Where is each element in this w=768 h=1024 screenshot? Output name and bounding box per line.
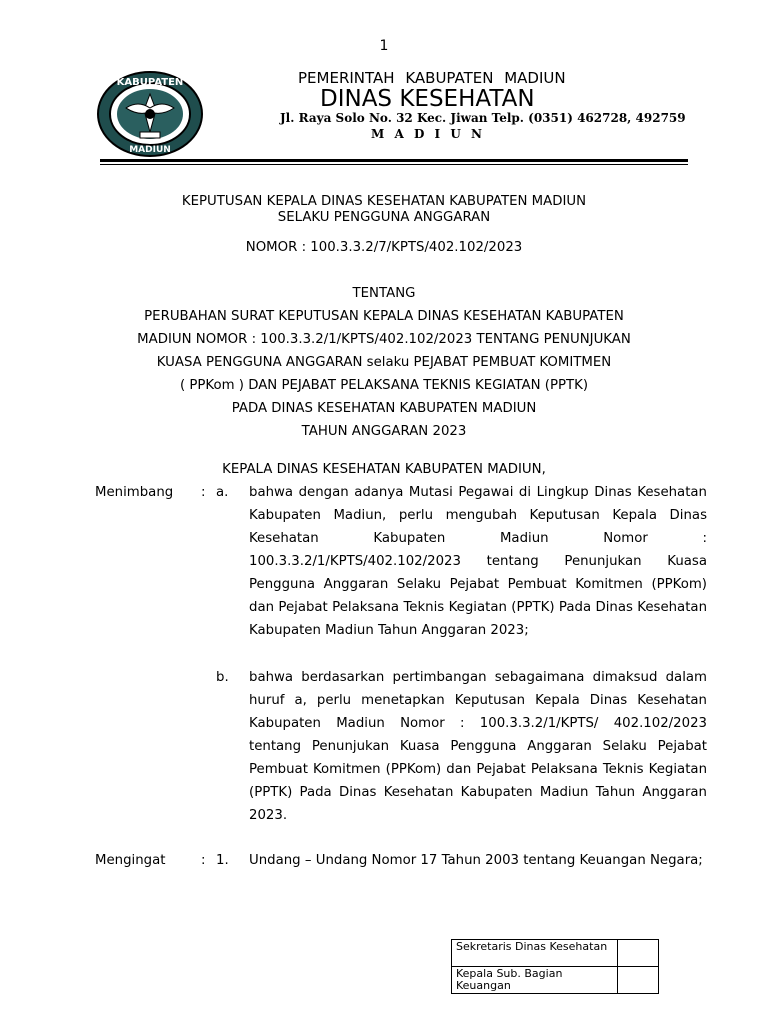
letterhead-rule-thick bbox=[100, 159, 688, 162]
recalling-marker-1: 1. bbox=[216, 853, 229, 868]
letterhead-government: PEMERINTAH KABUPATEN MADIUN bbox=[298, 69, 566, 87]
considering-marker-a: a. bbox=[216, 485, 229, 500]
decree-subject-line: PADA DINAS KESEHATAN KABUPATEN MADIUN bbox=[231, 401, 537, 416]
considering-item-a-text: bahwa dengan adanya Mutasi Pegawai di Lingkup Dinas Kesehatan Kabupaten Madiun, perlu mengubah Keputusan Kepala Dinas Kesehatan Kabupaten Madiun Nomor : 100.3.3.2/1/KPTS/402.102/2023 tentang Penunjukan Kuasa Pengguna Anggaran Selaku Pejabat Pembuat Komitmen (PPKom) dan Pejabat Pelaksana Teknis Kegiatan (PPTK) Pada Dinas Kesehatan Kabupaten Madiun Tahun Anggaran 2023; bbox=[249, 485, 707, 638]
approval-signature-cell bbox=[618, 940, 659, 967]
letterhead-department: DINAS KESEHATAN bbox=[320, 86, 535, 112]
decree-title-line-2: SELAKU PENGGUNA ANGGARAN bbox=[277, 210, 491, 225]
page-number: 1 bbox=[379, 38, 389, 54]
decree-subject-line: ( PPKom ) DAN PEJABAT PELAKSANA TEKNIS KEGIATAN (PPTK) bbox=[179, 378, 589, 393]
decree-subject-line: PERUBAHAN SURAT KEPUTUSAN KEPALA DINAS KESEHATAN KABUPATEN bbox=[144, 309, 624, 324]
decree-authority: KEPALA DINAS KESEHATAN KABUPATEN MADIUN, bbox=[222, 462, 546, 477]
recalling-label: Mengingat bbox=[95, 853, 166, 868]
table-row bbox=[452, 940, 659, 967]
recalling-item-1-text: Undang – Undang Nomor 17 Tahun 2003 tentang Keuangan Negara; bbox=[249, 853, 703, 868]
decree-subject-line: MADIUN NOMOR : 100.3.3.2/1/KPTS/402.102/2023 TENTANG PENUNJUKAN bbox=[137, 332, 631, 347]
emblem-bottom-text: MADIUN bbox=[129, 145, 171, 155]
letterhead-rule-thin bbox=[100, 164, 688, 165]
decree-about: TENTANG bbox=[352, 286, 416, 301]
considering-item-b-text: bahwa berdasarkan pertimbangan sebagaimana dimaksud dalam huruf a, perlu menetapkan Keputusan Kepala Dinas Kesehatan Kabupaten Madiun Nomor : 100.3.3.2/1/KPTS/ 402.102/2023 tentang Penunjukan Kuasa Pengguna Anggaran Selaku Pejabat Pembuat Komitmen (PPKom) dan Pejabat Pelaksana Teknis Kegiatan (PPTK) Pada Dinas Kesehatan Kabupaten Madiun Tahun Anggaran 2023. bbox=[249, 670, 707, 823]
considering-colon: : bbox=[201, 485, 206, 500]
decree-title-line-1: KEPUTUSAN KEPALA DINAS KESEHATAN KABUPATEN MADIUN bbox=[181, 194, 587, 209]
decree-subject-line: TAHUN ANGGARAN 2023 bbox=[301, 424, 467, 439]
letterhead-city: M A D I U N bbox=[371, 127, 485, 141]
considering-label: Menimbang bbox=[95, 485, 174, 500]
recalling-colon: : bbox=[201, 853, 206, 868]
approval-role-cell: Sekretaris Dinas Kesehatan bbox=[452, 940, 618, 967]
approval-role-cell: Kepala Sub. Bagian Keuangan bbox=[452, 967, 618, 994]
approval-signature-cell bbox=[618, 967, 659, 994]
letterhead-address: Jl. Raya Solo No. 32 Kec. Jiwan Telp. (0351) 462728, 492759 bbox=[280, 111, 686, 125]
approval-table bbox=[451, 939, 659, 994]
table-row bbox=[452, 967, 659, 994]
regency-emblem-logo bbox=[96, 70, 204, 158]
decree-number: NOMOR : 100.3.3.2/7/KPTS/402.102/2023 bbox=[245, 240, 523, 255]
emblem-top-text: KABUPATEN bbox=[116, 77, 184, 88]
decree-subject-line: KUASA PENGGUNA ANGGARAN selaku PEJABAT PEMBUAT KOMITMEN bbox=[156, 355, 612, 370]
considering-marker-b: b. bbox=[216, 670, 229, 685]
